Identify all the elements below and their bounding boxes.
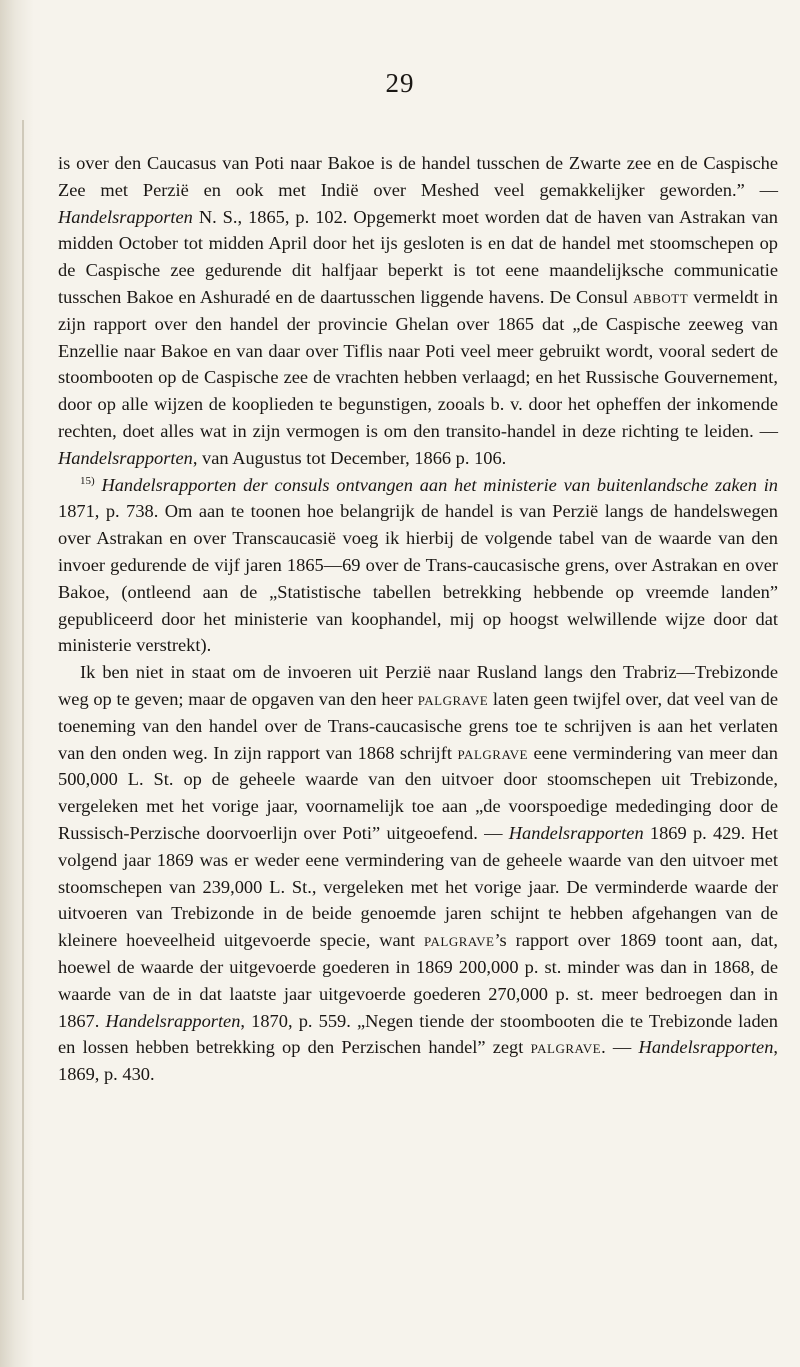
- small-caps-name: palgrave: [417, 688, 489, 709]
- small-caps-name: palgrave: [457, 742, 528, 763]
- small-caps-name: palgrave: [423, 930, 495, 951]
- footnote-marker: 15): [80, 474, 95, 487]
- italic-citation: Handelsrapporten: [105, 1010, 241, 1031]
- text-run: 1869 p. 429. Het volgend jaar 1869 was er weder eene vermindering van de geheele waarde van den uitvoer met stoomschepen van 239,000 L. St., vergeleken met het vorige jaar. De verminderde waarde der uitvoeren van Trebizonde in de beide genoemde jaren schijnt te hebben afgehangen van de kleinere hoeveelheid uitgevoerde specie, want: [58, 822, 779, 951]
- binding-shadow-line: [22, 120, 24, 1300]
- page-number: 29: [385, 68, 415, 98]
- italic-citation: Handelsrapporten: [58, 447, 193, 468]
- text-run: , van Augustus tot December, 1866 p. 106.: [192, 447, 507, 468]
- paragraph-trebizonde-route: [58, 659, 778, 1088]
- page-binding-edge: [0, 0, 34, 1367]
- paragraph-caucasus-trade: [58, 150, 778, 472]
- italic-citation: Handelsrapporten: [508, 822, 644, 843]
- text-run: vermeldt in zijn rapport over den handel der provincie Ghelan over 1865 dat „de Caspische zeeweg van Enzellie naar Bakoe en van daar over Tiflis naar Poti veel meer gebruikt wordt, vooral sedert de stoombooten op de Caspische zee de vrachten hebben verlaagd; en het Russische Gouvernement, door op alle wijzen de kooplieden te begunstigen, zooals b. v. door het opheffen der inkomende rechten, doet alles wat in zijn vermogen is om den transito-handel in deze richting te leiden. —: [58, 286, 778, 441]
- text-run: , 1870, p. 559. „Negen tiende der stoombooten die te Trebizonde laden en lossen hebben betrekking op den Perzischen handel” zegt: [58, 1010, 778, 1058]
- small-caps-name: abbott: [633, 286, 689, 307]
- italic-citation: Handelsrapporten der consuls ontvangen aan het ministerie van buitenlandsche zaken in: [101, 474, 778, 495]
- small-caps-name: palgrave: [530, 1037, 602, 1058]
- paragraph-footnote-15: [58, 472, 778, 660]
- italic-citation: Handelsrapporten: [638, 1037, 774, 1058]
- italic-citation: Handelsrapporten: [58, 206, 193, 227]
- text-run: eene vermindering van meer dan 500,000 L. St. op de geheele waarde van den uitvoer door stoomschepen uit Trebizonde, vergeleken met het vorige jaar, voornamelijk toe aan „de voorspoedige mededinging door de Russisch-Perzische doorvoerlijn over Poti” uitgeoefend. —: [58, 742, 778, 843]
- text-run: Ik ben niet in staat om de invoeren uit Perzië naar Rusland langs den Trabriz—Trebizonde weg op te geven; maar de opgaven van den heer: [58, 662, 778, 709]
- text-run: . —: [601, 1037, 639, 1058]
- text-run: 1871, p. 738. Om aan te toonen hoe belangrijk de handel is van Perzië langs de handelswegen over Astrakan en over Transcaucasië voeg ik hierbij de volgende tabel van de waarde van den invoer gedurende de vijf jaren 1865—69 over de Trans-caucasische grens, over Astrakan en over Bakoe, (ontleend aan de „Statistische tabellen betrekking hebbende op vreemde landen” gepubliceerd door het ministerie van koophandel, mij op hoogst welwillende wijze door dat ministerie verstrekt).: [58, 501, 778, 656]
- text-run: laten geen twijfel over, dat veel van de toeneming van den handel over de Trans-caucasische grens toe te schrijven is aan het verlaten van den onden weg. In zijn rapport van 1868 schrijft: [58, 688, 779, 763]
- text-run: , 1869, p. 430.: [58, 1037, 779, 1085]
- text-run: ’s rapport over 1869 toont aan, dat, hoewel de waarde der uitgevoerde goederen in 1869 200,000 p. st. minder was dan in 1868, de waarde van de in dat laatste jaar uitgevoerde goederen 270,000 p. st. meer bedroegen dan in 1867.: [58, 930, 778, 1031]
- text-run: is over den Caucasus van Poti naar Bakoe is de handel tusschen de Zwarte zee en de Caspische Zee met Perzië en ook met Indië over Meshed veel gemakkelijker geworden.” —: [58, 153, 778, 200]
- body-text: [58, 150, 778, 1088]
- text-run: N. S., 1865, p. 102. Opgemerkt moet worden dat de haven van Astrakan van midden October tot midden April door het ijs gesloten is en dat de handel met stoomschepen op de Caspische zee gedurende dit halfjaar beperkt is tot eene maandelijksche communicatie tusschen Bakoe en Ashuradé en de daartusschen liggende havens. De Consul: [58, 206, 778, 307]
